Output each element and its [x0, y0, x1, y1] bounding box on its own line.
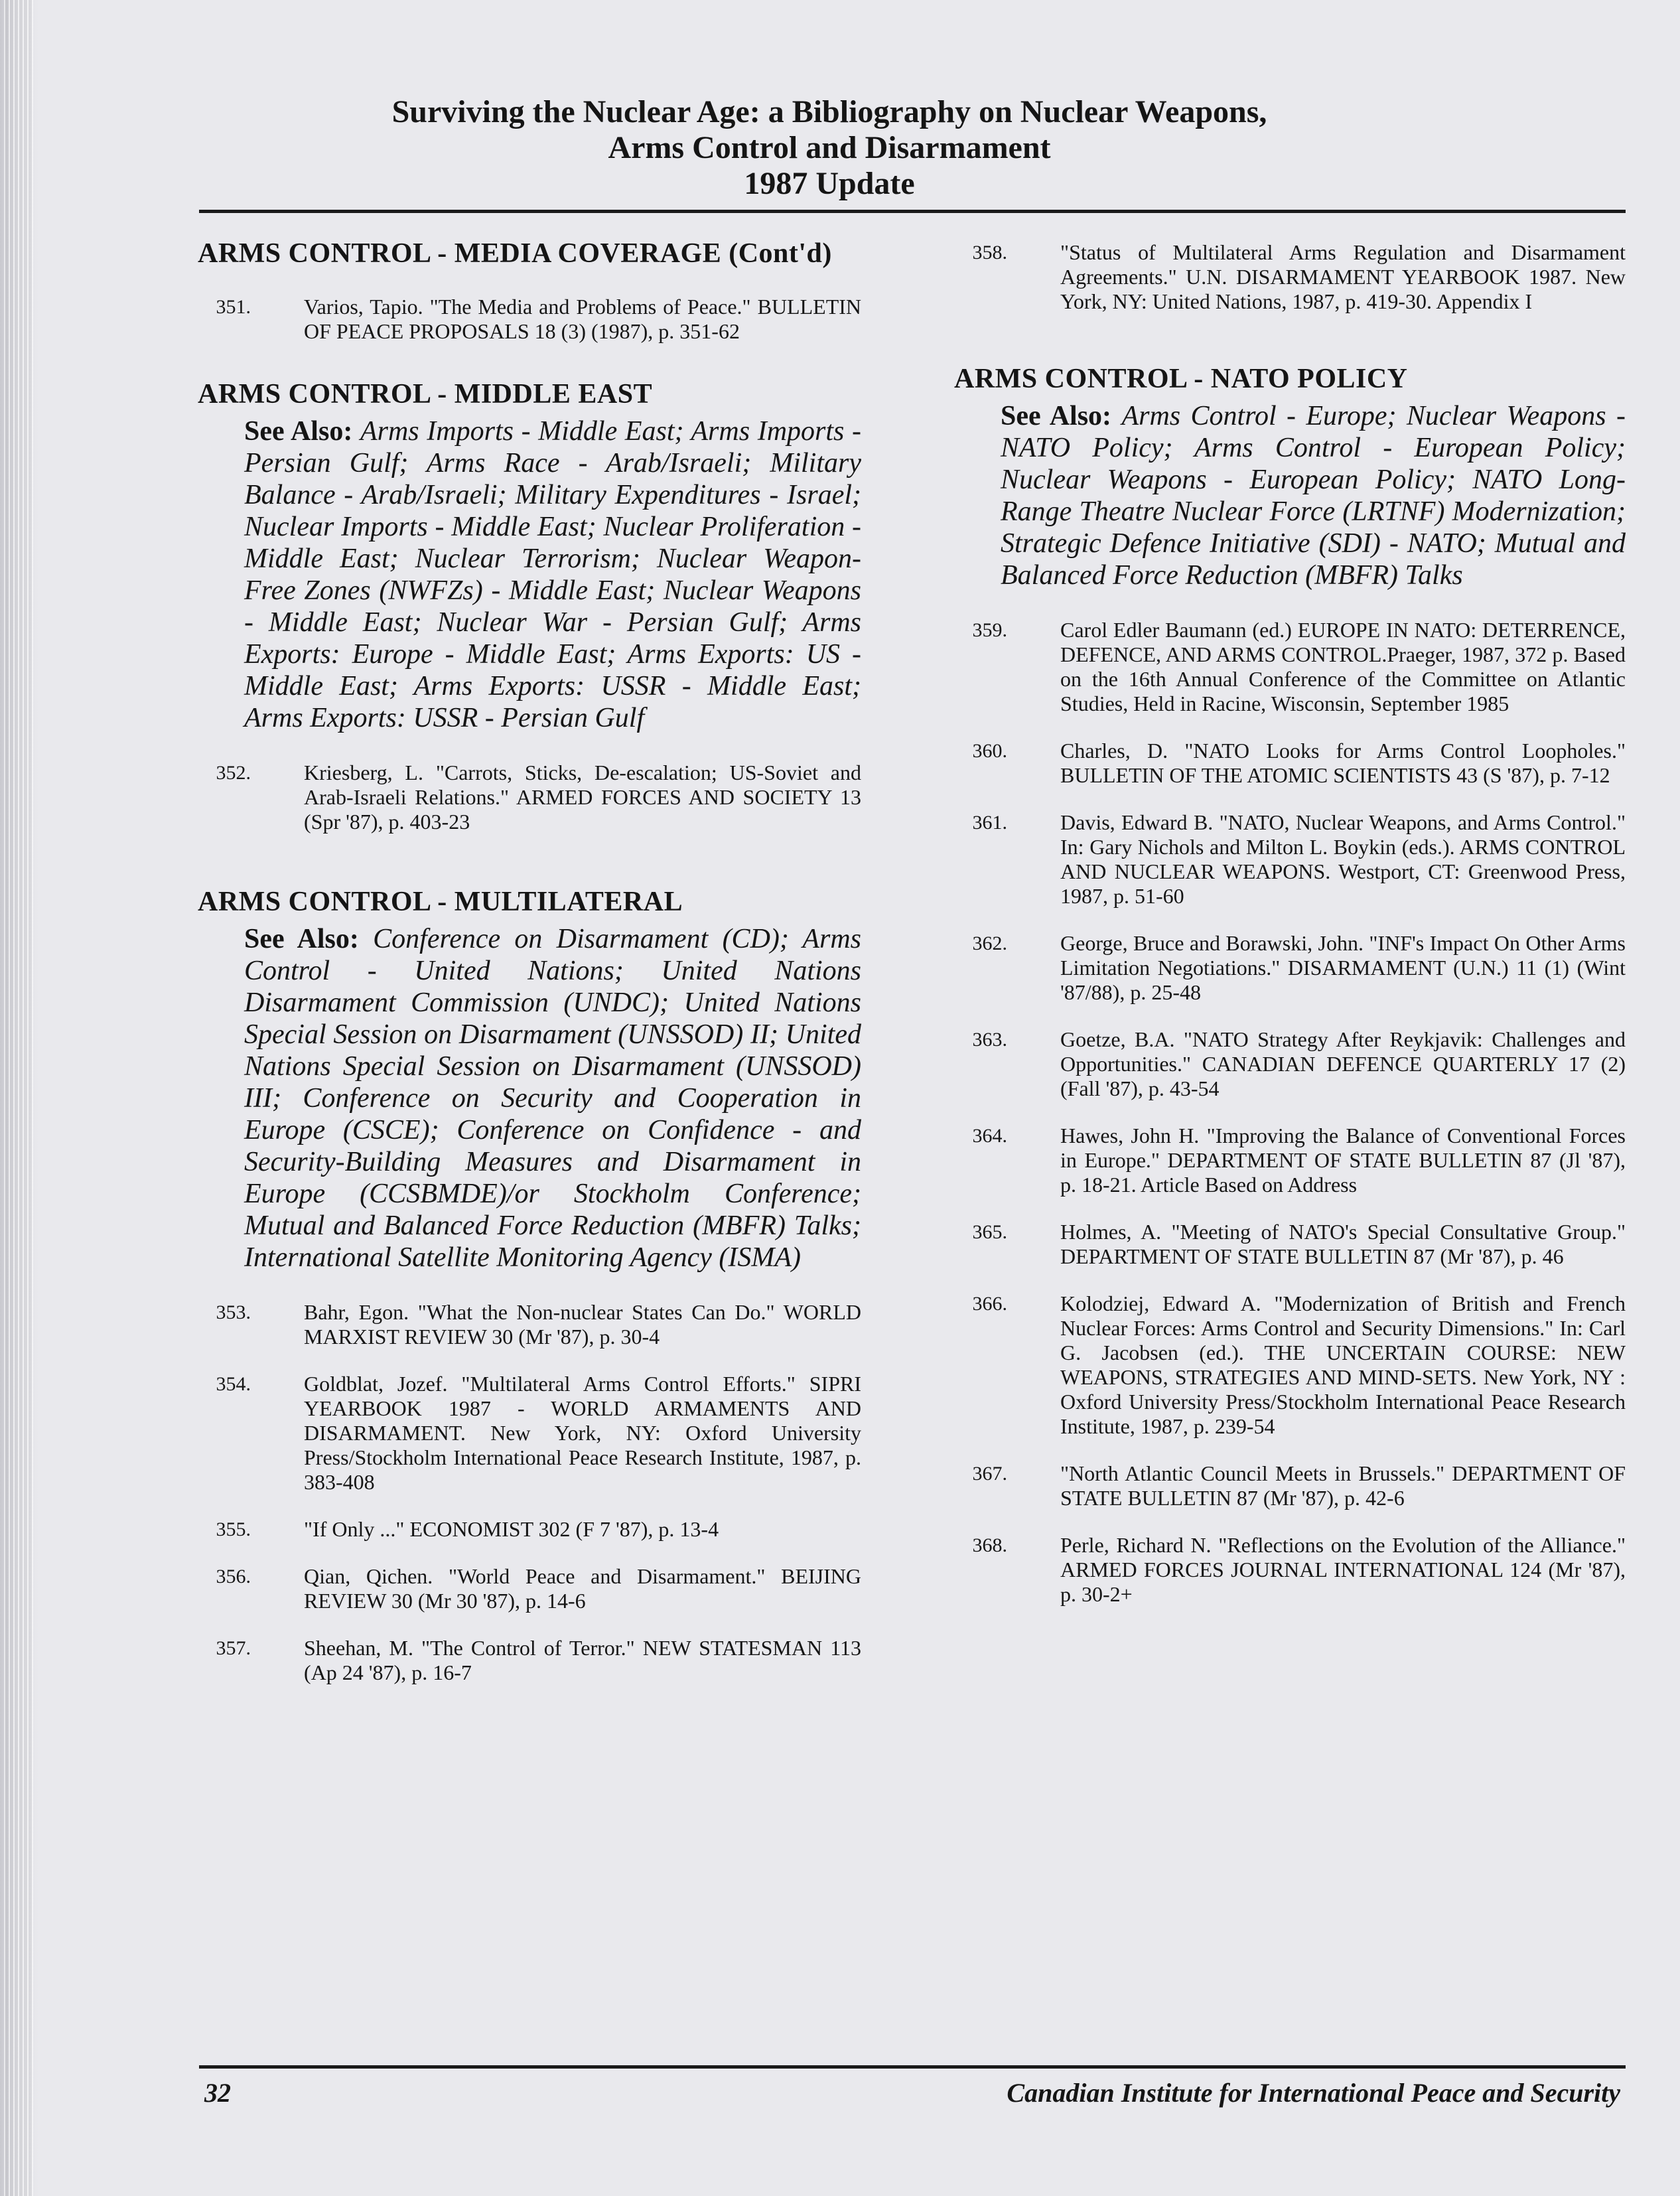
bib-entry — [954, 1027, 1626, 1101]
section-heading-nato-policy: ARMS CONTROL - NATO POLICY — [954, 364, 1408, 394]
bib-entry — [198, 1636, 861, 1685]
title-line-1: Surviving the Nuclear Age: a Bibliography on Nuclear Weapons, — [391, 94, 1267, 129]
bib-entry — [198, 1372, 861, 1495]
entry-text: Varios, Tapio. "The Media and Problems of Peace." BULLETIN OF PEACE PROPOSALS 18 (3) (1987), p. 351-62 — [304, 295, 861, 343]
bib-entry — [954, 810, 1626, 909]
entry-text: Bahr, Egon. "What the Non-nuclear States Can Do." WORLD MARXIST REVIEW 30 (Mr '87), p. 30-4 — [304, 1300, 861, 1349]
bib-entry — [954, 1220, 1626, 1269]
see-also-text: Conference on Disarmament (CD); Arms Control - United Nations; United Nations Disarmament Commission (UNDC); United Nations Special Session on Disarmament (UNSSOD) II; United Nations Special Session on Disarmament (UNSSOD) III; Conference on Security and Cooperation in Europe (CSCE); Conference on Confidence - and Security-Building Measures and Disarmament in Europe (CCSBMDE)/or Stockholm Conference; Mutual and Balanced Force Reduction (MBFR) Talks; International Satellite Monitoring Agency (ISMA) — [244, 924, 862, 1273]
entry-text: Holmes, A. "Meeting of NATO's Special Consultative Group." DEPARTMENT OF STATE BULLETIN 87 (Mr '87), p. 46 — [1060, 1220, 1626, 1268]
entry-text: Kriesberg, L. "Carrots, Sticks, De-escalation; US-Soviet and Arab-Israeli Relations." ARMED FORCES AND SOCIETY 13 (Spr '87), p. 403-23 — [304, 761, 861, 834]
entry-text: Hawes, John H. "Improving the Balance of Conventional Forces in Europe." DEPARTMENT OF STATE BULLETIN 87 (Jl '87), p. 18-21. Article Based on Address — [1060, 1124, 1626, 1197]
entry-text: "Status of Multilateral Arms Regulation and Disarmament Agreements." U.N. DISARMAMENT YEARBOOK 1987. New York, NY: United Nations, 1987, p. 419-30. Appendix I — [1060, 240, 1626, 313]
bib-entry — [954, 739, 1626, 788]
entry-number: 363. — [972, 1029, 1007, 1051]
title-line-2: Arms Control and Disarmament — [608, 130, 1051, 165]
bib-entry — [954, 1533, 1626, 1607]
entry-number: 359. — [972, 619, 1007, 641]
see-also-multilateral — [244, 923, 861, 1274]
footer-rule — [199, 2065, 1626, 2069]
bib-entry — [198, 1564, 861, 1613]
bib-entry — [198, 1300, 861, 1349]
entry-text: Carol Edler Baumann (ed.) EUROPE IN NATO: DETERRENCE, DEFENCE, AND ARMS CONTROL.Praeger, 1987, 372 p. Based on the 16th Annual Conference of the Committee on Atlantic Studies, Held in Racine, Wisconsin, September 1985 — [1060, 618, 1626, 715]
entry-number: 365. — [972, 1221, 1007, 1243]
see-also-nato — [1001, 400, 1626, 591]
see-also-middle-east — [244, 415, 861, 734]
header-rule — [199, 210, 1626, 213]
entry-text: Goetze, B.A. "NATO Strategy After Reykjavik: Challenges and Opportunities." CANADIAN DEFENCE QUARTERLY 17 (2) (Fall '87), p. 43-54 — [1060, 1027, 1626, 1100]
bib-entry — [954, 931, 1626, 1005]
entry-text: Charles, D. "NATO Looks for Arms Control Loopholes." BULLETIN OF THE ATOMIC SCIENTISTS 43 (S '87), p. 7-12 — [1060, 739, 1626, 787]
see-also-text: Arms Imports - Middle East; Arms Imports - Persian Gulf; Arms Race - Arab/Israeli; Military Balance - Arab/Israeli; Military Expenditures - Israel; Nuclear Imports - Middle East; Nuclear Proliferation - Middle East; Nuclear Terrorism; Nuclear Weapon-Free Zones (NWFZs) - Middle East; Nuclear Weapons - Middle East; Nuclear War - Persian Gulf; Arms Exports: Europe - Middle East; Arms Exports: US - Middle East; Arms Exports: USSR - Middle East; Arms Exports: USSR - Persian Gulf — [244, 416, 862, 733]
title-line-3: 1987 Update — [744, 166, 915, 201]
page-footer — [199, 2077, 1626, 2117]
bib-entry — [198, 1517, 861, 1542]
entry-number: 357. — [216, 1637, 251, 1659]
see-also-text: Arms Control - Europe; Nuclear Weapons - NATO Policy; Arms Control - European Policy; Nuclear Weapons - European Policy; NATO Long-Range Theatre Nuclear Force (LRTNF) Modernization; Strategic Defence Initiative (SDI) - NATO; Mutual and Balanced Force Reduction (MBFR) Talks — [1001, 401, 1626, 591]
entry-number: 362. — [972, 932, 1007, 954]
entry-number: 361. — [972, 812, 1007, 834]
entry-number: 354. — [216, 1373, 251, 1395]
entry-number: 368. — [972, 1534, 1007, 1556]
section-heading-media-coverage: ARMS CONTROL - MEDIA COVERAGE (Cont'd) — [198, 238, 832, 269]
entry-number: 356. — [216, 1566, 251, 1587]
entry-number: 358. — [972, 242, 1007, 263]
bib-entry — [954, 1461, 1626, 1510]
entry-number: 366. — [972, 1293, 1007, 1315]
entry-text: Qian, Qichen. "World Peace and Disarmament." BEIJING REVIEW 30 (Mr 30 '87), p. 14-6 — [304, 1564, 861, 1613]
see-also-label: See Also: — [244, 416, 353, 447]
entry-number: 367. — [972, 1463, 1007, 1485]
entry-text: George, Bruce and Borawski, John. "INF's Impact On Other Arms Limitation Negotiations." DISARMAMENT (U.N.) 11 (1) (Wint '87/88), p. 25-48 — [1060, 931, 1626, 1004]
entry-text: Goldblat, Jozef. "Multilateral Arms Control Efforts." SIPRI YEARBOOK 1987 - WORLD ARMAMENTS AND DISARMAMENT. New York, NY: Oxford University Press/Stockholm International Peace Research Institute, 1987, p. 383-408 — [304, 1372, 861, 1494]
bib-entry — [954, 1124, 1626, 1197]
page-edge-shadow — [0, 0, 38, 2196]
entry-number: 364. — [972, 1125, 1007, 1147]
entry-text: "North Atlantic Council Meets in Brussels." DEPARTMENT OF STATE BULLETIN 87 (Mr '87), p. 42-6 — [1060, 1461, 1626, 1510]
see-also-label: See Also: — [1001, 401, 1112, 431]
entry-text: Sheehan, M. "The Control of Terror." NEW STATESMAN 113 (Ap 24 '87), p. 16-7 — [304, 1636, 861, 1684]
entry-text: Perle, Richard N. "Reflections on the Evolution of the Alliance." ARMED FORCES JOURNAL INTERNATIONAL 124 (Mr '87), p. 30-2+ — [1060, 1533, 1626, 1606]
entry-number: 352. — [216, 762, 251, 784]
entry-text: Kolodziej, Edward A. "Modernization of British and French Nuclear Forces: Arms Control and Security Dimensions." In: Carl G. Jacobsen (ed.). THE UNCERTAIN COURSE: NEW WEAPONS, STRATEGIES AND MIND-SETS. New York, NY : Oxford University Press/Stockholm International Peace Research Institute, 1987, p. 239-54 — [1060, 1291, 1626, 1438]
entry-number: 351. — [216, 296, 251, 318]
page-title — [199, 94, 1460, 202]
bib-entry — [198, 761, 861, 834]
page-number: 32 — [204, 2078, 231, 2108]
right-column — [954, 240, 1626, 1629]
section-heading-multilateral: ARMS CONTROL - MULTILATERAL — [198, 887, 683, 917]
publisher-name: Canadian Institute for International Peace and Security — [1007, 2078, 1620, 2108]
entry-number: 353. — [216, 1301, 251, 1323]
entry-text: "If Only ..." ECONOMIST 302 (F 7 '87), p. 13-4 — [304, 1517, 719, 1541]
bib-entry — [954, 240, 1626, 314]
entry-text: Davis, Edward B. "NATO, Nuclear Weapons, and Arms Control." In: Gary Nichols and Milton L. Boykin (eds.). ARMS CONTROL AND NUCLEAR WEAPONS. Westport, CT: Greenwood Press, 1987, p. 51-60 — [1060, 810, 1626, 908]
bib-entry — [954, 1291, 1626, 1439]
entry-number: 355. — [216, 1518, 251, 1540]
see-also-label: See Also: — [244, 924, 359, 954]
entry-number: 360. — [972, 740, 1007, 762]
bib-entry — [198, 295, 861, 344]
left-column — [198, 238, 861, 1708]
bib-entry — [954, 618, 1626, 716]
section-heading-middle-east: ARMS CONTROL - MIDDLE EAST — [198, 379, 653, 409]
